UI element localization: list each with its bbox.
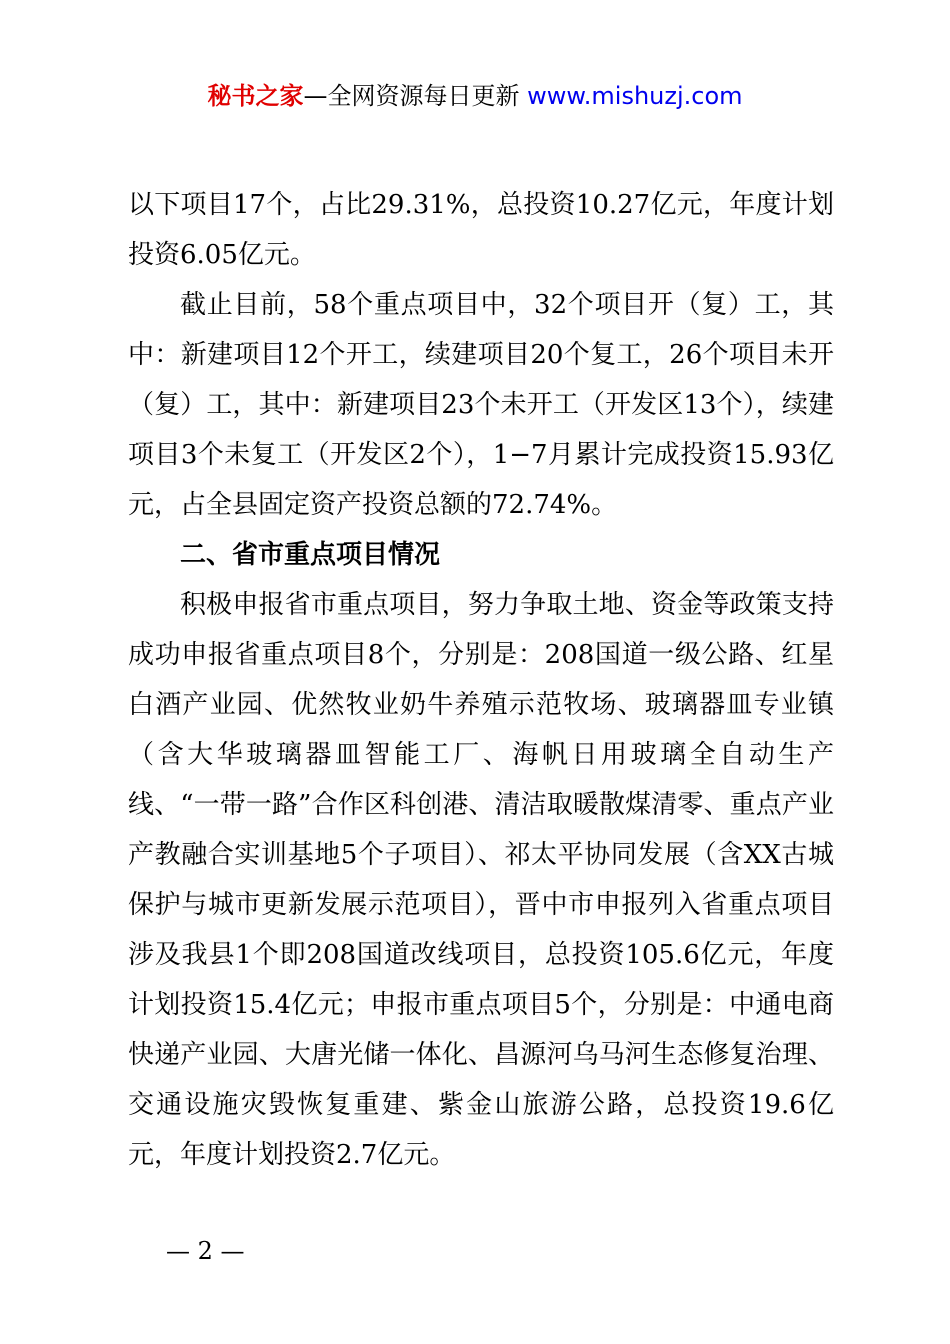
paragraph-progress: 截止目前，58个重点项目中，32个项目开（复）工，其中：新建项目12个开工，续建项目20个复工，26个项目未开（复）工，其中：新建项目23个未开工（开发区13个），续建项目3个未复工（开发区2个），1−7月累计完成投资15.93亿元，占全县固定资产投资总额的72.74%。 xyxy=(128,290,834,520)
page-number: — 2 — xyxy=(166,1237,245,1265)
page-header xyxy=(0,80,950,112)
header-tagline: —全网资源每日更新 xyxy=(303,82,528,110)
paragraph-project-summary: 以下项目17个，占比29.31%，总投资10.27亿元，年度计划投资6.05亿元。 xyxy=(128,190,834,270)
paragraph-key-projects: 积极申报省市重点项目，努力争取土地、资金等政策支持成功申报省重点项目8个，分别是：208国道一级公路、红星白酒产业园、优然牧业奶牛养殖示范牧场、玻璃器皿专业镇（含大华玻璃器皿智能工厂、海帆日用玻璃全自动生产线、“一带一路”合作区科创港、清洁取暖散煤清零、重点产业产教融合实训基地5个子项目）、祁太平协同发展（含XX古城保护与城市更新发展示范项目），晋中市申报列入省重点项目涉及我县1个即208国道改线项目，总投资105.6亿元，年度计划投资15.4亿元；申报市重点项目5个，分别是：中通电商快递产业园、大唐光储一体化、昌源河乌马河生态修复治理、交通设施灾毁恢复重建、紫金山旅游公路，总投资19.6亿元，年度计划投资2.7亿元。 xyxy=(128,590,834,1170)
section-heading: 二、省市重点项目情况 xyxy=(180,540,441,570)
document-body xyxy=(128,180,834,1180)
header-website-link[interactable]: www.mishuzj.com xyxy=(527,82,743,110)
header-brand: 秘书之家 xyxy=(207,82,304,110)
